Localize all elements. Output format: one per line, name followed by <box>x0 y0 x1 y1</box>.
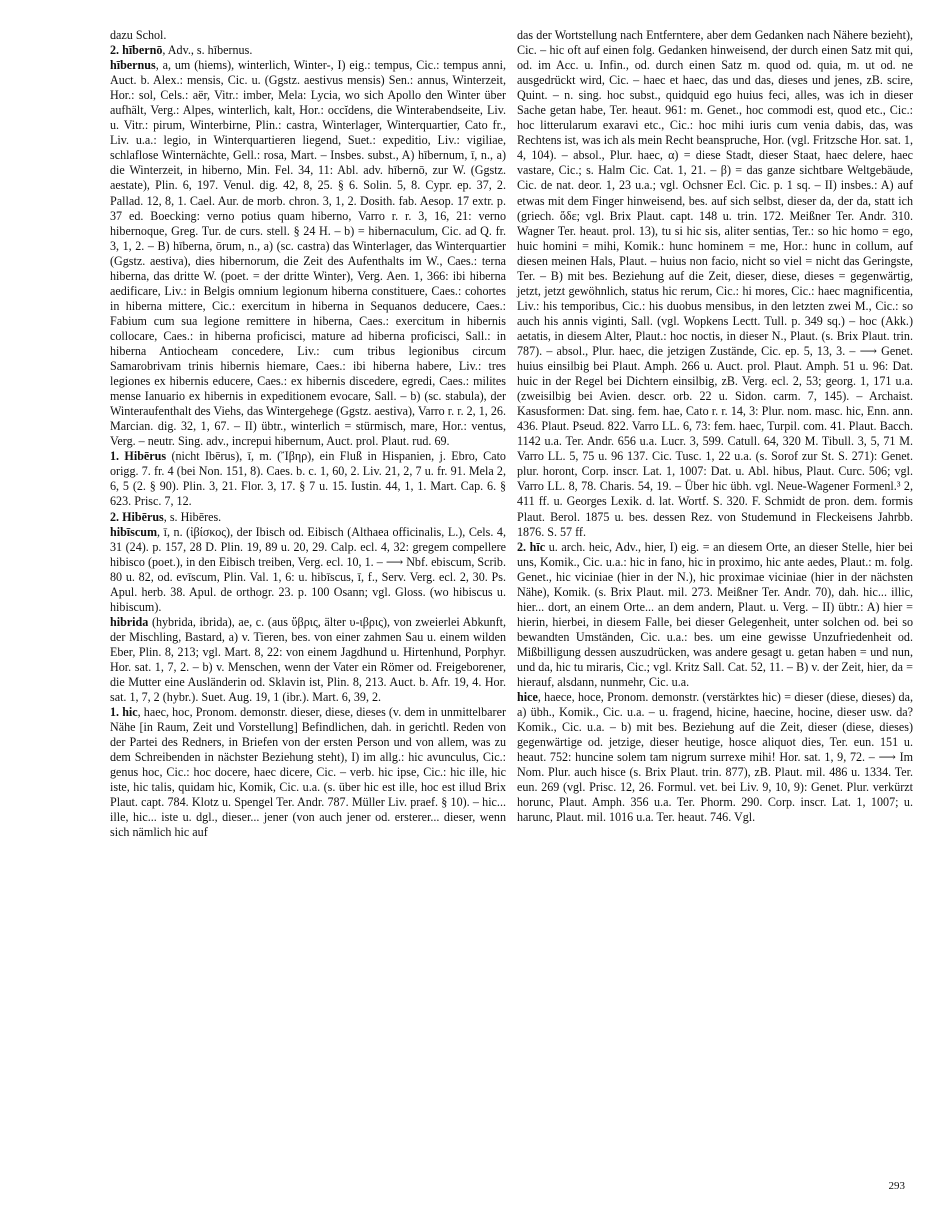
right-column <box>517 28 913 825</box>
entry <box>517 540 913 690</box>
entry-text: u. arch. heic, Adv., hier, I) eig. = an diesem Orte, an dieser Stelle, hier bei uns, Komik., Cic. u.a.: hic in fano, hic in proximo, hic ante aedes, Plaut.: m. folg. Genet., hic viciniae (hier in der N.), hic proximae viciniae (hier in der nächsten Nähe), Komik. (s. Brix Plaut. mil. 273. Meißner Ter. Andr. 70), dah. hic... illic, hier... dort, an einem Orte... an dem andern, Plaut. u. Verg. – II) übtr.: A) hier = hierin, hierbei, in diesem Falle, bei dieser Gelegenheit, unter solchen od. bei so bewandten Umständen, Cic. u.a.: bes. um eine gewisse Unzufriedenheit od. Mißbilligung dessen auszudrücken, was andere gesagt u. getan haben = und nun, und da, hic tu miraris, Cic.; vgl. Kritz Sall. Cat. 52, 11. – B) v. der Zeit, hier, da = hierauf, alsdann, nunmehr, Cic. u.a. <box>517 539 913 690</box>
entry <box>110 705 506 840</box>
headword: 1. Hibērus <box>110 449 167 464</box>
headword: 1. hic <box>110 705 138 720</box>
headword: 2. hīc <box>517 539 546 554</box>
entry-text: , s. Hibēres. <box>163 509 222 524</box>
entry-text: (hybrida, ibrida), ae, c. (aus ὕβρις, älter υ-ιβρις), von zweierlei Abkunft, der Mischling, Bastard, a) v. Tieren, bes. von einer zahmen Sau u. einem wilden Eber, Plin. 8, 213; vgl. Mart. 8, 22: von einem Jagdhund u. Hirtenhund, Porphyr. Hor. sat. 1, 7, 2. – b) v. Menschen, wenn der Vater ein Römer od. Freigeborener, die Mutter eine Ausländerin od. Sklavin ist, Plin. 8, 213. Auct. b. Afr. 19, 4. Hor. sat. 1, 7, 2 (hybr.). Suet. Aug. 19, 1 (ibr.). Mart. 6, 39, 2. <box>110 614 506 705</box>
entry-text: (nicht Ibērus), ī, m. (Ἴβηρ), ein Fluß in Hispanien, j. Ebro, Cato origg. 7. fr. 4 (bei Non. 151, 8). Caes. b. c. 1, 60, 2. Liv. 21, 2, 7 u. fr. 91. Mela 2, 6, 5 (2. § 90). Plin. 3, 21. Flor. 3, 17. § 7 u. 15. Iustin. 44, 1, 1. Mart. Cap. 6. § 623. Prisc. 7, 12. <box>110 449 506 509</box>
headword: hibrida <box>110 614 149 629</box>
entry <box>110 58 506 449</box>
entry <box>110 615 506 705</box>
headword: 2. Hibērus <box>110 509 164 524</box>
entry <box>110 510 506 525</box>
headword: hice <box>517 690 538 705</box>
headword: hībernus <box>110 58 156 73</box>
entry-text: , haece, hoce, Pronom. demonstr. (verstärktes hic) = dieser (diese, dieses) da, a) übh., Komik., Cic. u.a. – u. fragend, hicine, haecine, hocine, dieser usw. da? Komik., Cic. u.a. – b) mit bes. Beziehung auf die Zeit, dieser (diese, dieses) gegenwärtige od. jetzige, dieser heutige, hosce aliquot dies, Ter. eun. 151 u. heaut. 752: huncine solem tam nigrum surrexe mihi! Hor. sat. 1, 9, 72. – ⟶ Im Nom. Plur. auch hisce (s. Brix Plaut. trin. 877), zB. Plaut. mil. 486 u. 1334. Ter. eun. 269 (vgl. Prisc. 12, 26. Formul. vet. bei Liv. 9, 10, 9): Genet. Plur. verkürzt horunc, Plaut. Amph. 356 u.a. Ter. Phorm. 290. Corp. inscr. Lat. 1, 1007; u. harunc, Plaut. mil. 1016 u.a. Ter. heaut. 746. Vgl. <box>517 690 913 825</box>
headword: hibīscum <box>110 524 158 539</box>
entry-text: , Adv., s. hībernus. <box>162 43 253 58</box>
entry <box>517 690 913 825</box>
entry-text: , ī, n. (ἰβίσκος), der Ibisch od. Eibisch (Althaea officinalis, L.), Cels. 4, 31 (24). p. 157, 28 D. Plin. 19, 89 u. 20, 29. Calp. ecl. 4, 32: gregem compellere hibisco (poet.), in den Eibisch treiben, Verg. ecl. 10, 1. – ⟶ Nbf. ebiscum, Scrib. 80 u. 82, od. evīscum, Plin. Val. 1, 6: u. hibīscus, ī, f., Serv. Verg. ecl. 2, 30. Ps. Apul. herb. 38. Apul. de orthogr. 23. p. 100 Osann; vgl. Gloss. (wo hibiscus u. hibiscum). <box>110 524 506 614</box>
entry: das der Wortstellung nach Entferntere, aber dem Gedanken nach Nähere bezieht), Cic. – hic oft auf einen folg. Gedanken hinweisend, der durch einen Satz mit qui, od. im Acc. u. Infin., od. durch einen Satz m. quod od. quia, m. ut od. ne ausgedrückt wird, Cic. – haec et haec, das und das, dieses und jenes, zB. scire, Quint. – n. sing. hoc subst., quidquid ego huius feci, alles, was ich in dieser Sache getan habe, Ter. heaut. 961: m. Genet., hoc commodi est, quod etc., Cic.: hoc litterularum exaravi etc., Cic.: hoc mihi iuris cum venia dabis, das, was Rechtens ist, was ich als mein Recht beanspruche, Hor. (vgl. Fritzsche Hor. sat. 1, 4, 104). – absol., Plur. haec, α) = diese Stadt, dieser Staat, haec delere, haec vastare, Cic.; s. Halm Cic. Cat. 1, 21. – β) = das ganze sichtbare Weltgebäude, Cic. de nat. deor. 1, 23 u.a.; vgl. Ochsner Ecl. Cic. p. 1 sq. – II) insbes.: A) auf etwas mit dem Finger hinweisend, bes. auf sich selbst, dieser da, der da, statt ich (griech. ὅδε; vgl. Brix Plaut. capt. 148 u. trin. 172. Meißner Ter. Andr. 310. Wagner Ter. heaut. prol. 13), tu si hic sis, aliter sentias, Ter.: so hic homo = ego, huic homini = mihi, Komik.: hunc hominem = me, Hor.: hunc in collum, auf diesen meinen Hals, Plaut. – huius non facio, nicht so viel = nicht das Geringste, Ter. – B) mit bes. Beziehung auf die Zeit, dieser, diese, dieses = gegenwärtig, jetzt, jetzt gewöhnlich, status hic rerum, Cic.: hi mores, Cic.: haec magnificentia, Liv.: his temporibus, Cic.: his duobus mensibus, in den letzten zwei M., Cic.: so auch his annis viginti, Sall. (vgl. Wopkens Lectt. Tull. p. 349 sq.) – hoc (Akk.) aetatis, in diesem Alter, Plaut.: hoc noctis, in dieser N., Plaut. (s. Brix Plaut. trin. 787). – absol., Plur. haec, die jetzigen Zustände, Cic. ep. 5, 13, 3. – ⟶ Genet. huius einsilbig bei Plaut. Amph. 266 u. Auct. prol. Plaut. Amph. 51 u. 96: Dat. huic in der Regel bei Dichtern einsilbig, zB. Verg. ecl. 2, 53; georg. 1, 171 u.a. (zweisilbig bei Avien. descr. orb. 22 u. Sidon. carm. 7, 145). – Archaist. Kasusformen: Dat. sing. fem. hae, Cato r. r. 14, 3: Plur. nom. masc. hic, Enn. ann. 436. Plaut. Pseud. 822. Varro LL. 6, 73: fem. haec, Turpil. com. 41. Plaut. Bacch. 1142 u.a. Ter. Andr. 656 u.a. Lucr. 3, 599. Catull. 64, 320 M. Tibull. 3, 5, 71 M. Varro LL. 5, 75 u. 96 137. Cic. Tusc. 1, 22 u.a. (s. Sorof zur St. S. 271): Genet. plur. horont, Corp. inscr. Lat. 1, 1007: Dat. u. Abl. hibus, Plaut. Curc. 506; vgl. Varro LL. 8, 78. Charis. 54, 19. – Über hic übh. vgl. Neue-Wagener Formenl.³ 2, 411 ff. u. Georges Lexik. d. lat. Wortf. S. 320. F. Schmidt de pron. dem. formis Plaut. Berol. 1875 u. bes. dessen Rez. von Studemund in Fleckeisens Jahrbb. 1876. S. 57 ff. <box>517 28 913 539</box>
entry <box>110 525 506 615</box>
entry <box>110 43 506 58</box>
entry-text: , a, um (hiems), winterlich, Winter-, I) eig.: tempus, Cic.: tempus anni, Auct. b. Alex.: mensis, Cic. u. (Ggstz. aestivus mensis) Sen.: annus, Winterzeit, Hor.: sol, Cels.: aër, Vitr.: imber, Mela: Lycia, wo sich Apollo den Winter über aufhält, Verg.: Alpes, winterlich, kalt, Hor.: occĭdens, die Winterabendseite, Liv. u. Vitr.: pirum, Winterbirne, Plin.: castra, Winterlager, Winterquartier, Cato fr., Liv. u.a.: legio, in Winterquartieren liegend, Suet.: expeditio, Liv.: vigiliae, schlaflose Winternächte, Gell.: rosa, Mart. – Insbes. subst., A) hībernum, ī, n., a) die Winterzeit, in hiberno, Min. Fel. 34, 11: Abl. adv. hībernō, zur W. (Ggstz. aestate), Plin. 6, 197. Venul. dig. 42, 8, 25. § 6. Solin. 5, 8. Cypr. ep. 37, 2. Pallad. 12, 8, 1. Cael. Aur. de morb. chron. 3, 1, 2. Dosith. fab. Aesop. 17 extr. p. 37 ed. Boecking: verno potius quam hiberno, Varro r. r. 3, 16, 21: verno hibernoque, Greg. Tur. de curs. stell. § 24 H. – b) = hibernaculum, Cic. ad Q. fr. 3, 1, 2. – B) hīberna, ōrum, n., a) (sc. castra) das Winterlager, das Winterquartier (Ggstz. aestiva), dies hibernorum, die Zeit des Aufenthalts im W., Caes.: terna hiberna, das dritte W. (poet. = der dritte Winter), Verg. Aen. 1, 366: ibi hiberna aedificare, Liv.: in Belgis omnium legionum hiberna constituere, Caes.: cohortes in hiberna mittere, Cic.: exercitum in hiberna in Sequanos deducere, Caes.: Fabium cum sua legione remittere in hiberna, Caes.: exercitum in hibernis collocare, Caes.: in hiberna proficisci, mature ad hiberna proficisci, Sall.: in hiberna Antiocheam concedere, Liv.: cum tribus legionibus circum Samarobrivam trinis hibernis hiemare, Caes.: ibi hiberna habere, Liv.: tres legiones ex hibernis educere, Caes.: ex hibernis discedere, egredi, Caes.: milites mense Ianuario ex hibernis in expeditionem evocare, Sall. – b) (sc. stabula), der Winteraufenthalt des Viehs, das Wintergehege (Ggstz. aestiva), Varro r. r. 2, 1, 26. Marcian. dig. 32, 1, 67. – II) übtr., winterlich = stürmisch, mare, Hor.: ventus, Verg. – neutr. Sing. adv., increpui hibernum, Auct. prol. Plaut. rud. 69. <box>110 58 506 449</box>
entry <box>110 449 506 509</box>
entry-text: , haec, hoc, Pronom. demonstr. dieser, diese, dieses (v. dem in unmittelbarer Nähe [in Raum, Zeit und Vorstellung] Befindlichen, dah. in gerichtl. Reden von der Partei des Redners, in Briefen von der ersten Person und von allem, was zu dem Schreibenden in nächster Beziehung steht), I) im allg.: hic avunculus, Cic.: genus hoc, Cic.: hoc docere, haec dicere, Cic. – verb. hic ipse, Cic.: hic ille, hic iste, hic talis, quidam hic, Komik, Cic. u.a. (s. über hic est ille, hoc est illud Brix Plaut. capt. 784. Klotz u. Spengel Ter. Andr. 787. Müller Liv. praef. § 10). – hic... ille, hic... iste u. dgl., dieser... jener (von auch jener od. ersterer... dieser, wenn sich nämlich hic auf <box>110 705 506 840</box>
headword: 2. hībernō <box>110 43 163 58</box>
entry: dazu Schol. <box>110 28 167 42</box>
left-column <box>110 28 506 841</box>
page-number: 293 <box>888 1180 905 1192</box>
